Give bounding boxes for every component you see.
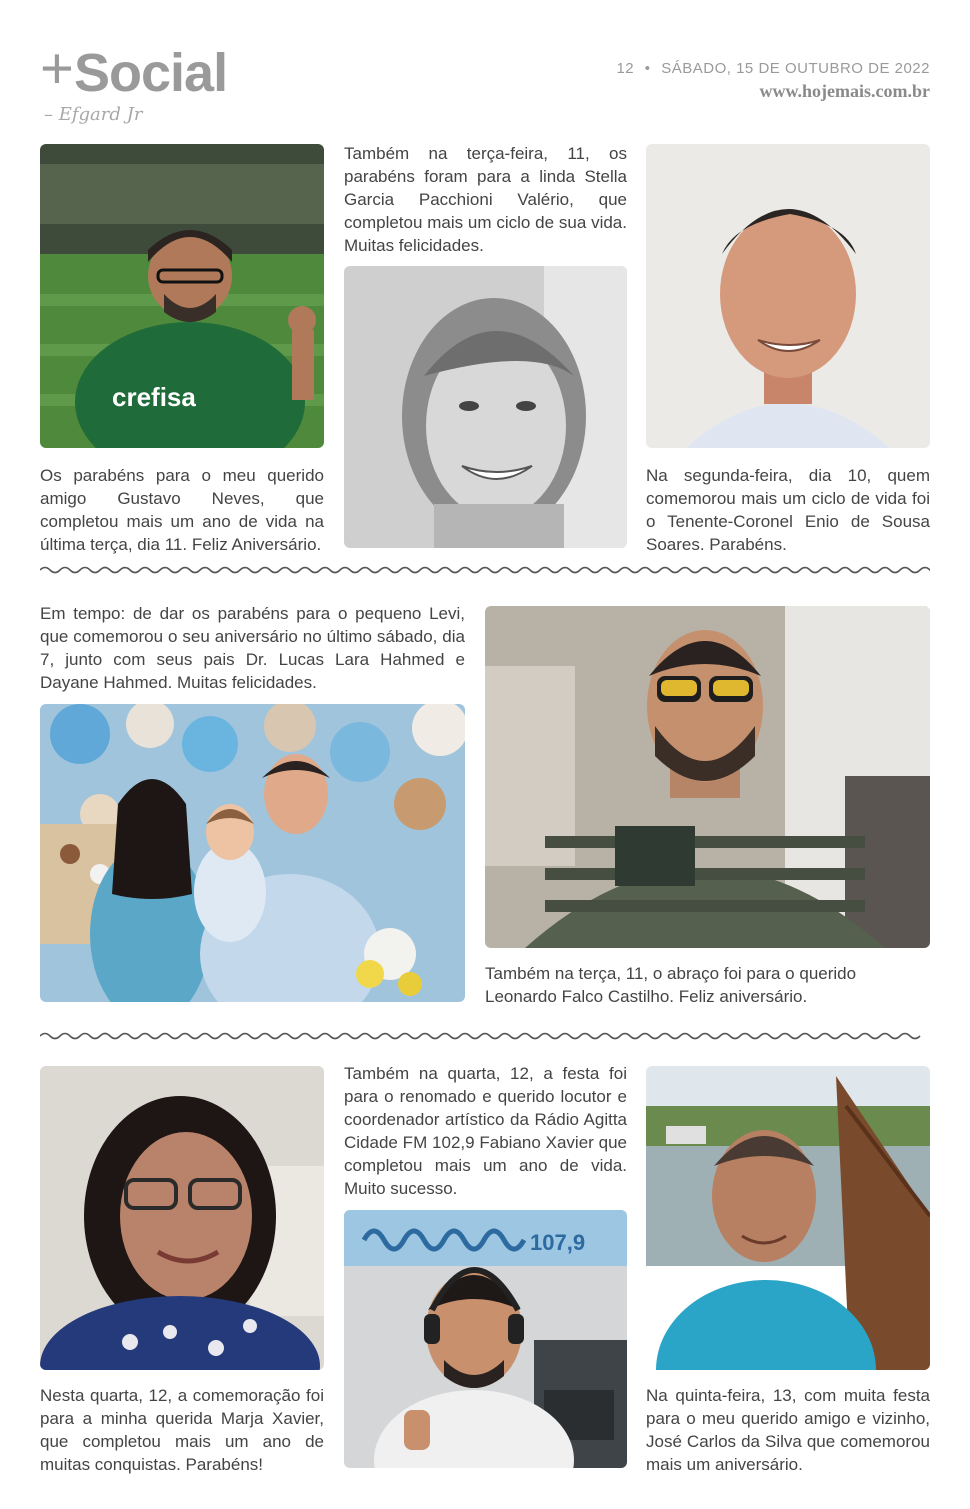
photo-gustavo-neves bbox=[40, 144, 324, 448]
photo-marja-xavier bbox=[40, 1066, 324, 1370]
wavy-divider bbox=[40, 564, 930, 576]
page-number: 12 bbox=[616, 60, 635, 77]
caption-fabiano: Também na quarta, 12, a festa foi para o renomado e querido locutor e coordenador artístico da Rádio Agitta Cidade FM 102,9 Fabiano Xavier que completou mais um ano de vida. Muito sucesso. bbox=[344, 1064, 627, 1198]
photo-fabiano-xavier bbox=[344, 1210, 627, 1468]
photo-enio-soares bbox=[646, 144, 930, 448]
caption-marja: Nesta quarta, 12, a comemoração foi para a minha querida Marja Xavier, que completou mais um ano de muitas conquistas. Parabéns! bbox=[40, 1386, 324, 1474]
logo-plus: + bbox=[40, 36, 74, 101]
caption-jose: Na quinta-feira, 13, com muita festa para o meu querido amigo e vizinho, José Carlos da Silva que comemorou mais um aniversário. bbox=[646, 1386, 930, 1474]
wavy-divider bbox=[40, 1030, 930, 1042]
photo-jose-carlos-silva bbox=[646, 1066, 930, 1370]
jersey-sponsor-text: crefisa bbox=[112, 382, 196, 412]
issue-date: SÁBADO, 15 DE OUTUBRO DE 2022 bbox=[661, 60, 930, 77]
caption-levi: Em tempo: de dar os parabéns para o pequeno Levi, que comemorou o seu aniversário no último sábado, dia 7, junto com seus pais Dr. Lucas Lara Hahmed e Dayane Hahmed. Muitas felicidades. bbox=[40, 604, 465, 692]
issue-line bbox=[616, 60, 930, 77]
caption-leonardo: Também na terça, 11, o abraço foi para o querido Leonardo Falco Castilho. Feliz aniversário. bbox=[485, 964, 857, 1006]
caption-stella: Também na terça-feira, 11, os parabéns foram para a linda Stella Garcia Pacchioni Valério, que completou mais um ciclo de sua vida. Muitas felicidades. bbox=[344, 144, 627, 255]
photo-leonardo-castilho bbox=[485, 606, 930, 948]
photo-levi-family bbox=[40, 704, 465, 1002]
studio-sign-text: 107,9 bbox=[530, 1230, 586, 1255]
section-logo: Social bbox=[74, 43, 228, 103]
caption-enio: Na segunda-feira, dia 10, quem comemorou mais um ciclo de vida foi o Tenente-Coronel Enio de Sousa Soares. Parabéns. bbox=[646, 466, 930, 554]
photo-stella-valerio bbox=[344, 266, 627, 548]
separator-dot: • bbox=[644, 60, 651, 77]
website-link[interactable]: www.hojemais.com.br bbox=[759, 81, 930, 101]
page-header-meta bbox=[616, 60, 930, 102]
caption-gustavo: Os parabéns para o meu querido amigo Gustavo Neves, que completou mais um ano de vida na última terça, dia 11. Feliz Aniversário. bbox=[40, 466, 324, 554]
author-signature: – Efgard Jr bbox=[44, 104, 143, 125]
